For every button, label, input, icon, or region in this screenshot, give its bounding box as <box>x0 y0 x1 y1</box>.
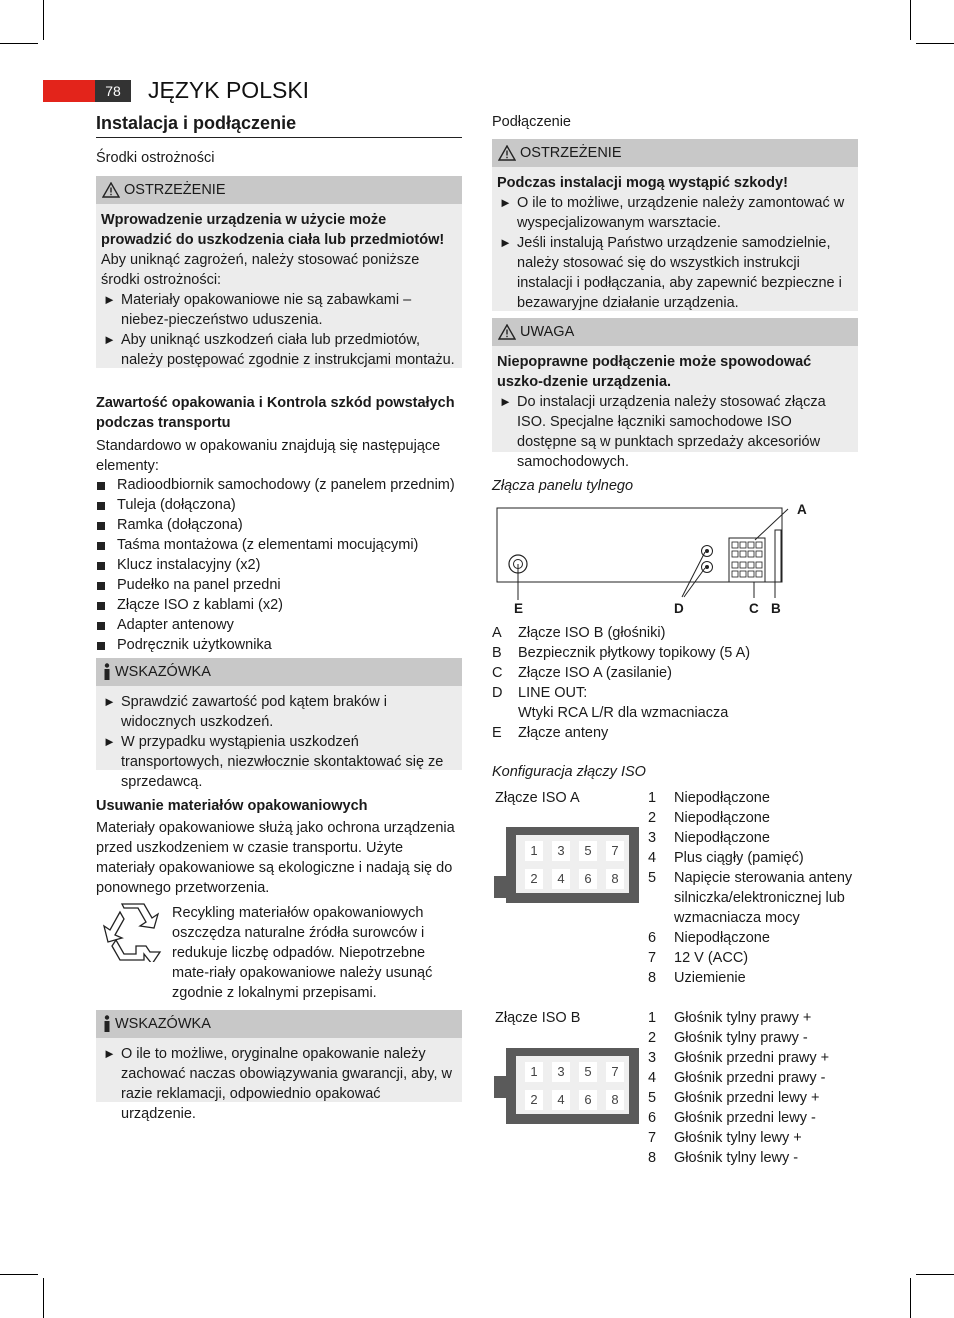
connector-key <box>494 1076 508 1098</box>
pin-row: 5 Napięcie sterowania anteny silniczka/elektronicznej lub wzmacniacza mocy <box>648 870 853 926</box>
precautions-heading: Środki ostrożności <box>96 150 215 166</box>
list-item-text: Sprawdzić zawartość pod kątem braków i widocznych uszkodzeń. <box>121 694 387 730</box>
hint-label: WSKAZÓWKA <box>115 664 211 680</box>
list-item <box>101 290 456 330</box>
pin: 3 <box>552 1062 570 1082</box>
page-number: 78 <box>95 80 131 102</box>
legend-text: Złącze ISO B (głośniki) <box>518 625 666 641</box>
diagram-label-b: B <box>771 601 781 616</box>
warning-box <box>492 139 858 311</box>
arrow-bullet-icon: ► <box>103 734 116 749</box>
list-item: Radioodbiornik samochodowy (z panelem przednim) <box>96 475 462 495</box>
list-item: Złącze ISO z kablami (x2) <box>96 595 462 615</box>
language-title: JĘZYK POLSKI <box>148 77 310 103</box>
pin-row: 8 Głośnik tylny lewy - <box>648 1150 799 1166</box>
pin-row: 7 Głośnik tylny lewy + <box>648 1130 802 1146</box>
contents-intro: Standardowo w opakowaniu znajdują się następujące elementy: <box>96 438 441 474</box>
pin: 8 <box>606 869 624 889</box>
list-item <box>497 392 852 472</box>
hint-header <box>96 658 462 686</box>
info-icon <box>102 1015 112 1033</box>
pin: 5 <box>579 841 597 861</box>
list-item <box>497 193 852 233</box>
warning-icon <box>498 324 516 340</box>
warning-icon <box>102 182 120 198</box>
list-item <box>101 692 456 732</box>
pin-row: 3 Głośnik przedni prawy + <box>648 1050 830 1066</box>
warning-icon <box>498 145 516 161</box>
iso-b-title: Złącze ISO B <box>495 1010 581 1026</box>
arrow-bullet-icon: ► <box>499 195 512 210</box>
pin-row: 4 Głośnik przedni prawy - <box>648 1070 826 1086</box>
pin-row: 4 Plus ciągły (pamięć) <box>648 850 804 866</box>
pin: 6 <box>579 1090 597 1110</box>
warning-label: OSTRZEŻENIE <box>124 182 226 198</box>
iso-a-connector <box>506 827 639 903</box>
pin: 2 <box>525 869 543 889</box>
legend-row <box>492 643 858 663</box>
rear-panel-heading: Złącza panelu tylnego <box>492 478 634 494</box>
hint-header <box>96 1010 462 1038</box>
list-item: Adapter antenowy <box>96 615 462 635</box>
legend-row <box>492 663 858 683</box>
diagram-label-d: D <box>674 601 684 616</box>
legend-key: C <box>492 665 503 681</box>
crop-mark <box>910 0 911 40</box>
crop-mark <box>43 1278 44 1318</box>
pin: 4 <box>552 1090 570 1110</box>
pin-row: 2 Niepodłączone <box>648 810 770 826</box>
pin-row: 1 Głośnik tylny prawy + <box>648 1010 812 1026</box>
arrow-bullet-icon: ► <box>499 235 512 250</box>
list-item: Ramka (dołączona) <box>96 515 462 535</box>
list-item-text: O ile to możliwe, oryginalne opakowanie należy zachować naczas obowiązywania gwarancji, aby, w razie reklamacji, odpowiednio opakować urządzenie. <box>121 1046 452 1122</box>
recycling-icon <box>100 902 164 962</box>
list-item <box>101 330 456 370</box>
pin: 6 <box>579 869 597 889</box>
pin-row: 7 12 V (ACC) <box>648 950 749 966</box>
warning-box <box>96 176 462 368</box>
warning-intro: Aby uniknąć zagrożeń, należy stosować poniższe środki ostrożności: <box>101 252 420 288</box>
caution-header <box>492 318 858 346</box>
legend-list <box>492 623 858 743</box>
pin-row: 1 Niepodłączone <box>648 790 770 806</box>
list-item-text: W przypadku wystąpienia uszkodzeń transportowych, niezwłocznie skontaktować się ze sprzedawcą. <box>121 734 444 790</box>
arrow-bullet-icon: ► <box>499 394 512 409</box>
warning-bold-text: Wprowadzenie urządzenia w użycie może prowadzić do uszkodzenia ciała lub przedmiotów! <box>101 212 445 248</box>
arrow-bullet-icon: ► <box>103 1046 116 1061</box>
legend-key: A <box>492 625 502 641</box>
crop-mark <box>916 43 954 44</box>
iso-a-title: Złącze ISO A <box>495 790 580 806</box>
pin: 1 <box>525 1062 543 1082</box>
crop-mark <box>0 43 38 44</box>
diagram-label-a: A <box>797 502 807 517</box>
list-item-text: Do instalacji urządzenia należy stosować złącza ISO. Specjalne łączniki samochodowe ISO dostępne są w punktach sprzedaży akcesoriów samochodowych. <box>517 394 826 470</box>
pin: 4 <box>552 869 570 889</box>
connector-key <box>494 876 508 898</box>
legend-text: Złącze ISO A (zasilanie) <box>518 665 672 681</box>
warning-header <box>96 176 462 204</box>
pin: 2 <box>525 1090 543 1110</box>
arrow-bullet-icon: ► <box>103 694 116 709</box>
warning-header <box>492 139 858 167</box>
contents-list <box>96 475 462 655</box>
crop-mark <box>43 0 44 40</box>
contents-heading: Zawartość opakowania i Kontrola szkód powstałych podczas transportu <box>96 395 455 431</box>
disposal-text: Materiały opakowaniowe służą jako ochrona urządzenia przed uszkodzeniem w czasie transportu. Użyte materiały opakowaniowe są ekologiczne i nadają się do ponownego przetworzenia. <box>96 820 455 896</box>
crop-mark <box>0 1274 38 1275</box>
list-item-text: Jeśli instalują Państwo urządzenie samodzielnie, należy stosować się do wszystkich instrukcji instalacji i podłączania, aby zapewnić bezpieczne i bezawaryjne działanie urządzenia. <box>517 235 842 311</box>
arrow-bullet-icon: ► <box>103 332 116 347</box>
iso-b-pin-list <box>648 1008 858 1168</box>
pin-row: 6 Niepodłączone <box>648 930 770 946</box>
legend-text: Wtyki RCA L/R dla wzmacniacza <box>518 705 729 721</box>
arrow-bullet-icon: ► <box>103 292 116 307</box>
warning-bold-text: Podczas instalacji mogą wystąpić szkody! <box>497 175 788 191</box>
pin-row: 2 Głośnik tylny prawy - <box>648 1030 808 1046</box>
caution-bold-text: Niepoprawne podłączenie może spowodować uszko-dzenie urządzenia. <box>497 354 812 390</box>
pin-row: 8 Uziemienie <box>648 970 746 986</box>
list-item: Podręcznik użytkownika <box>96 635 462 655</box>
pin: 1 <box>525 841 543 861</box>
pin-row: 6 Głośnik przedni lewy - <box>648 1110 816 1126</box>
legend-text: Złącze anteny <box>518 725 609 741</box>
list-item <box>101 732 456 792</box>
legend-row <box>492 683 858 703</box>
crop-mark <box>916 1274 954 1275</box>
legend-row <box>492 623 858 643</box>
pin-row: 5 Głośnik przedni lewy + <box>648 1090 820 1106</box>
section-title-text: Instalacja i podłączenie <box>96 113 297 133</box>
crop-mark <box>910 1278 911 1318</box>
pin: 7 <box>606 1062 624 1082</box>
legend-key <box>492 703 518 723</box>
list-item <box>497 233 852 313</box>
diagram-label-e: E <box>514 601 524 616</box>
legend-text: LINE OUT: <box>518 685 588 701</box>
list-item <box>101 1044 456 1124</box>
iso-a-pin-list <box>648 788 858 988</box>
list-item-text: Materiały opakowaniowe nie są zabawkami – niebez-pieczeństwo uduszenia. <box>121 292 412 328</box>
connection-heading: Podłączenie <box>492 114 571 130</box>
recycling-text: Recykling materiałów opakowaniowych oszczędza naturalne źródła surowców i redukuje liczbę odpadów. Niepotrzebne mate-riały opakowaniowe należy usunąć zgodnie z lokalnymi przepisami. <box>172 905 433 1001</box>
legend-row <box>492 723 858 743</box>
legend-row <box>492 703 858 723</box>
warning-label: OSTRZEŻENIE <box>520 145 622 161</box>
legend-text: Bezpiecznik płytkowy topikowy (5 A) <box>518 645 751 661</box>
list-item-text: O ile to możliwe, urządzenie należy zamontować w wyspecjalizowanym warsztacie. <box>517 195 845 231</box>
info-icon <box>102 663 112 681</box>
pin-row: 3 Niepodłączone <box>648 830 770 846</box>
header-red-bar <box>43 80 95 102</box>
hint-label: WSKAZÓWKA <box>115 1016 211 1032</box>
diagram-label-c: C <box>749 601 759 616</box>
hint-box <box>96 1010 462 1122</box>
legend-key: E <box>492 725 502 741</box>
iso-b-connector <box>506 1048 639 1124</box>
legend-key: B <box>492 645 502 661</box>
list-item: Klucz instalacyjny (x2) <box>96 555 462 575</box>
caution-box <box>492 318 858 470</box>
disposal-heading: Usuwanie materiałów opakowaniowych <box>96 798 368 814</box>
caution-label: UWAGA <box>520 324 575 340</box>
iso-config-heading: Konfiguracja złączy ISO <box>492 764 646 780</box>
pin: 3 <box>552 841 570 861</box>
list-item-text: Aby uniknąć uszkodzeń ciała lub przedmiotów, należy postępować zgodnie z instrukcjami montażu. <box>121 332 455 368</box>
list-item: Pudełko na panel przedni <box>96 575 462 595</box>
pin: 7 <box>606 841 624 861</box>
pin: 8 <box>606 1090 624 1110</box>
pin: 5 <box>579 1062 597 1082</box>
hint-box <box>96 658 462 790</box>
section-title <box>96 113 462 138</box>
list-item: Tuleja (dołączona) <box>96 495 462 515</box>
legend-key: D <box>492 685 503 701</box>
list-item: Taśma montażowa (z elementami mocującymi) <box>96 535 462 555</box>
